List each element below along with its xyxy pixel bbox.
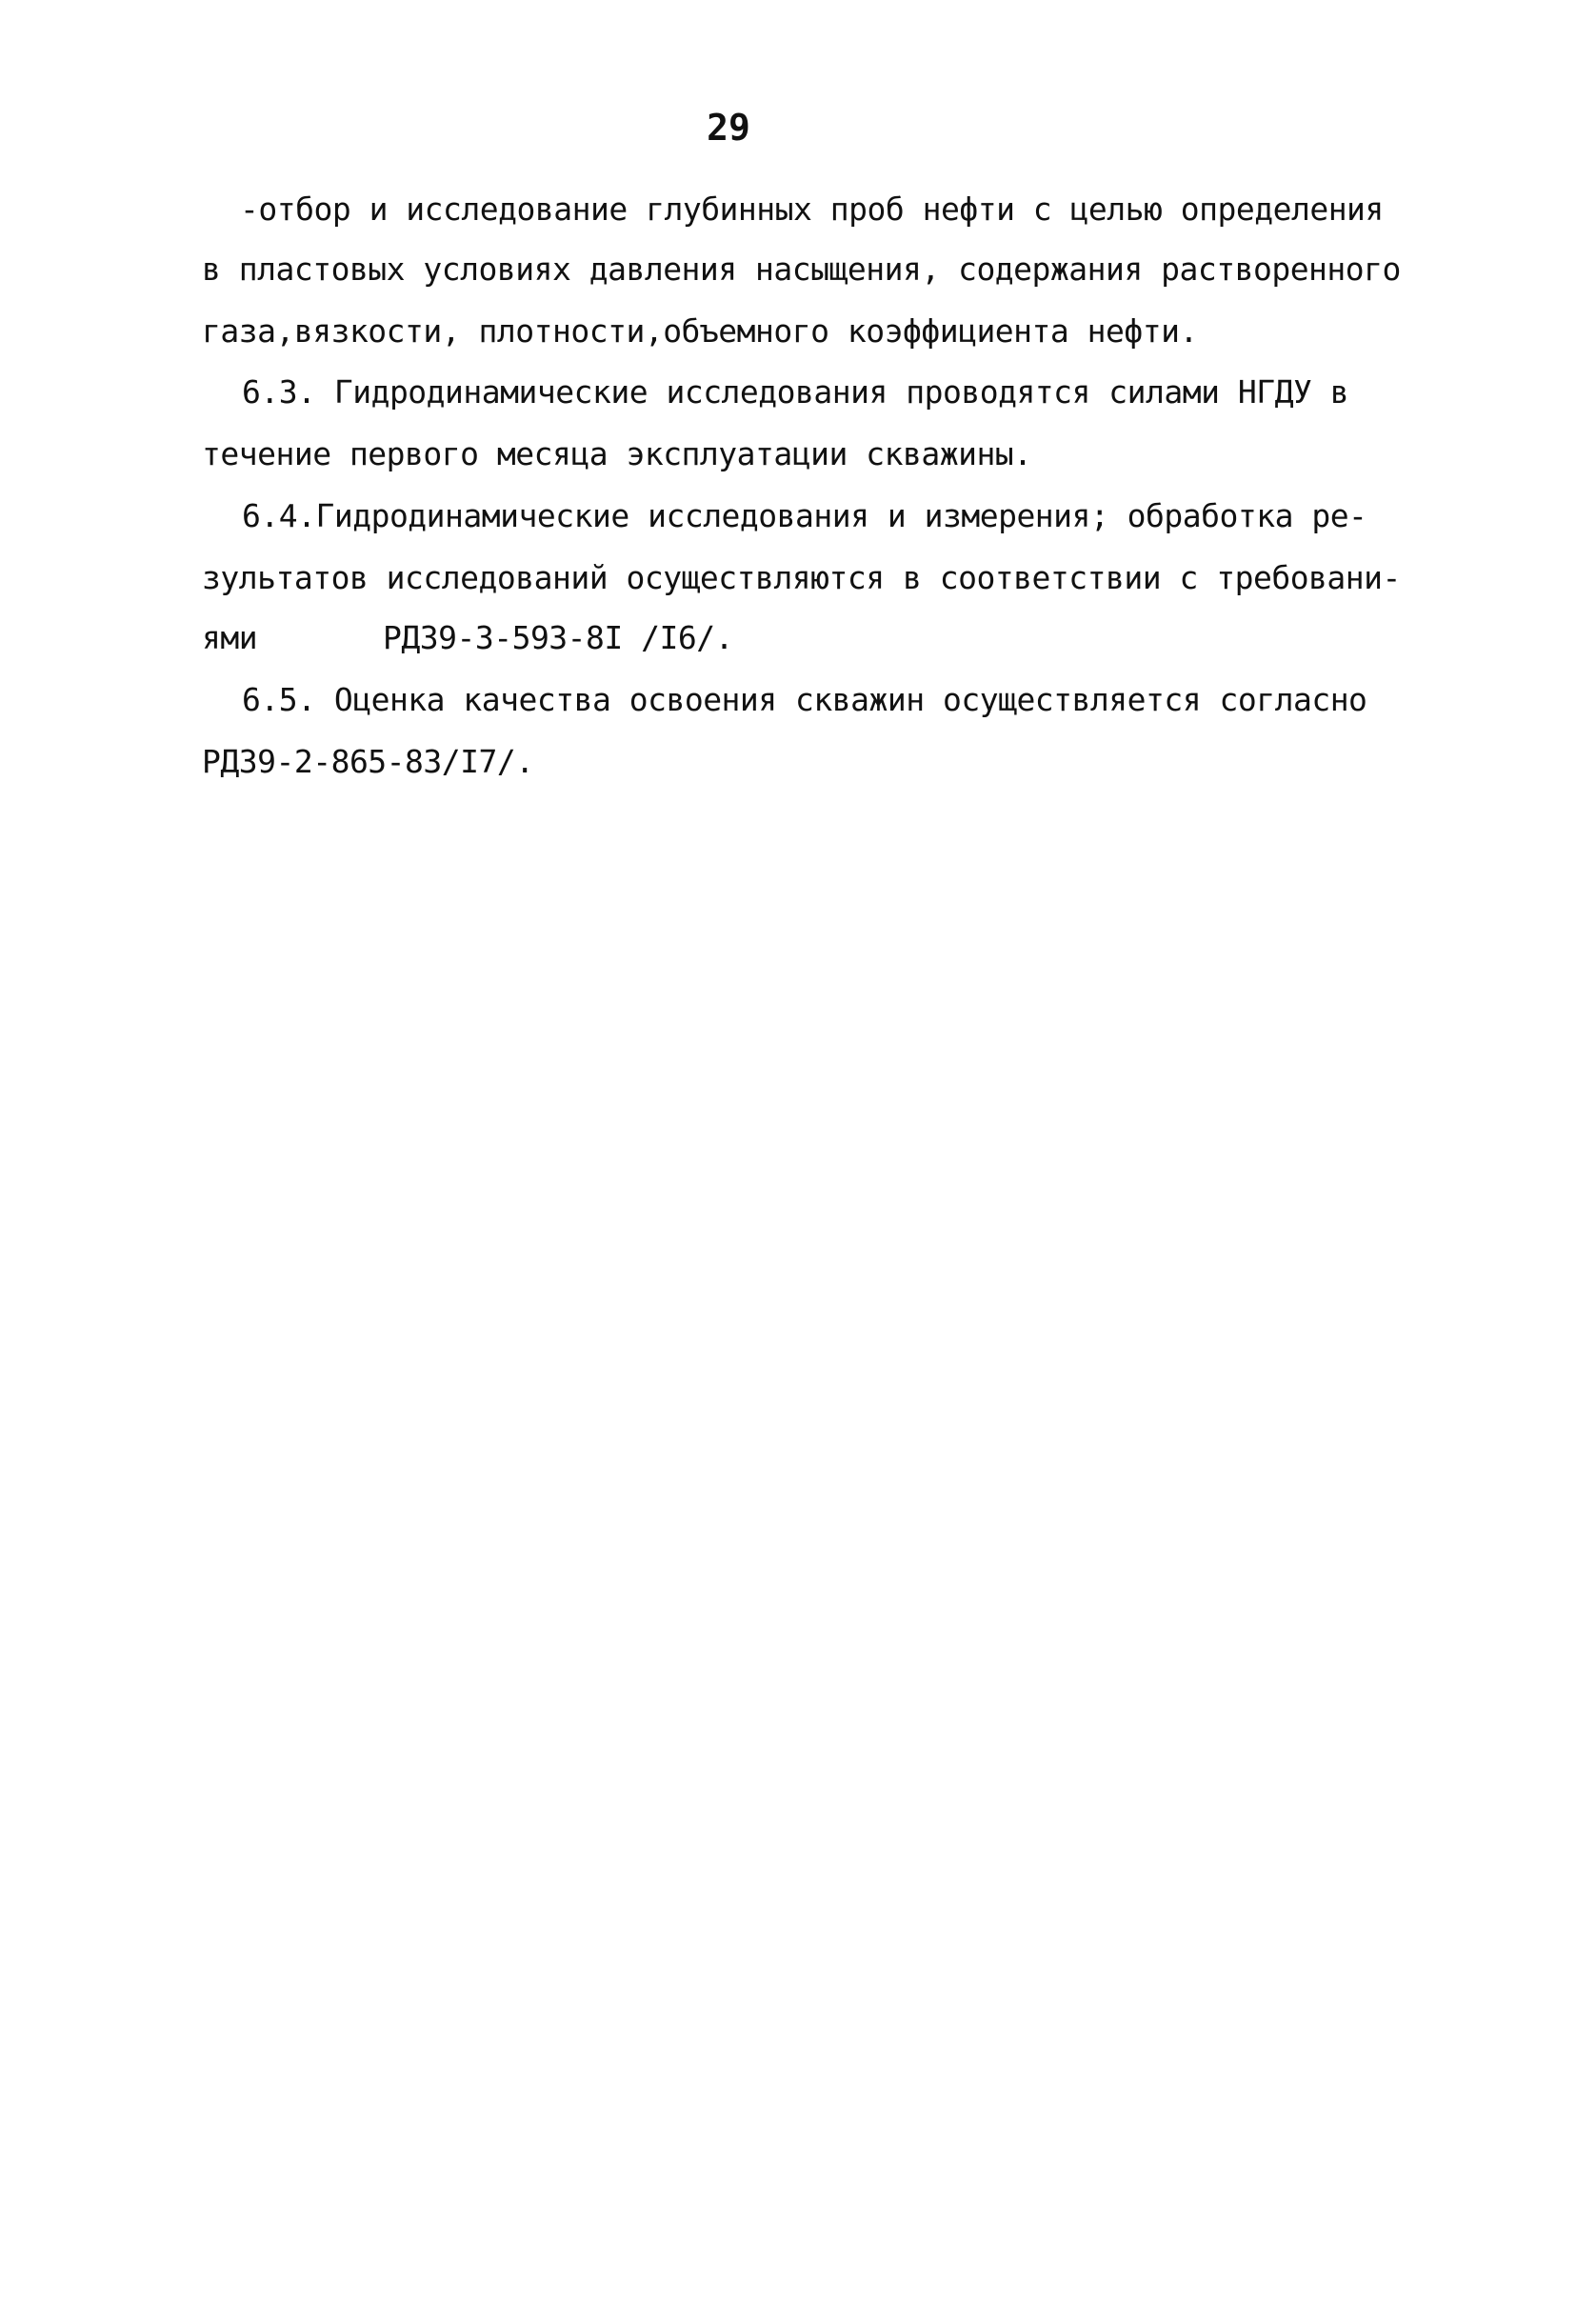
text-line-2: в пластовых условиях давления насыщения, содержания растворенного: [202, 251, 1401, 288]
paragraph-6-5-line-1: 6.5. Оценка качества освоения скважин осуществляется согласно: [242, 681, 1367, 718]
paragraph-6-4-line-1: 6.4.Гидродинамические исследования и измерения; обработка ре-: [242, 497, 1367, 534]
paragraph-6-3-line-2: течение первого месяца эксплуатации скважины.: [202, 435, 1032, 472]
page-number: 29: [707, 107, 750, 149]
paragraph-6-4-line-3-start: ями: [202, 619, 258, 656]
paragraph-6-4-line-2: зультатов исследований осуществляются в соответствии с требовани-: [202, 559, 1401, 596]
reference-rd39-2-865-83: РД39-2-865-83/I7/.: [202, 743, 534, 780]
text-line-3: газа,вязкости, плотности,объемного коэффициента нефти.: [202, 312, 1198, 350]
reference-rd39-3-593-81: РД39-3-593-8I /I6/.: [383, 619, 733, 656]
paragraph-6-3-line-1: 6.3. Гидродинамические исследования проводятся силами НГДУ в: [242, 373, 1349, 411]
text-line-1: -отбор и исследование глубинных проб нефти с целью определения: [240, 190, 1384, 228]
